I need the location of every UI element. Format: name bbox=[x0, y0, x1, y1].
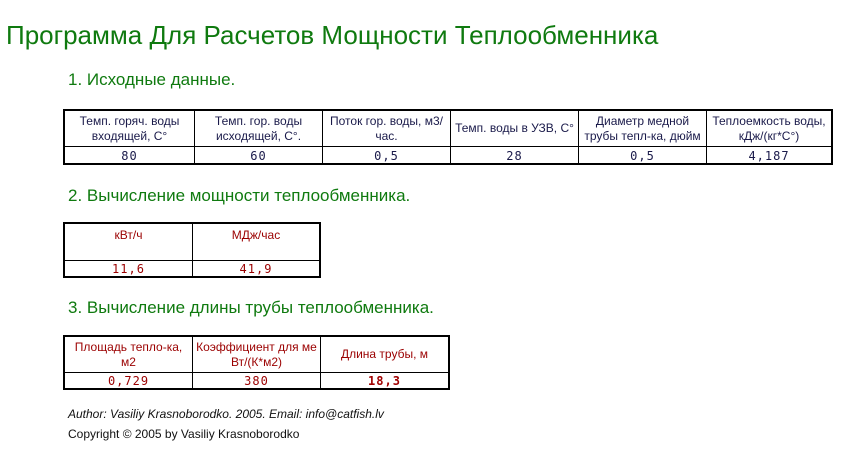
input-value-row bbox=[65, 146, 831, 164]
input-water-heat-capacity[interactable]: 4,187 bbox=[748, 148, 790, 163]
input-hot-water-flow[interactable]: 0,5 bbox=[323, 147, 451, 164]
header-water-heat-capacity: Теплоемкость воды, кДж/(кг*С°) bbox=[712, 113, 826, 143]
result-mj-per-hour: 41,9 bbox=[239, 262, 273, 276]
header-hot-water-in-temp: Темп. горяч. воды входящей, С° bbox=[65, 111, 195, 146]
input-hot-water-out-temp[interactable]: 60 bbox=[195, 147, 323, 164]
section-3-heading: 3. Вычисление длины трубы теплообменника. bbox=[68, 298, 434, 317]
result-kw-per-hour: 11,6 bbox=[65, 261, 193, 277]
input-copper-pipe-diameter[interactable]: 0,5 bbox=[579, 147, 707, 164]
copyright-line: Copyright © 2005 by Vasiliy Krasnoborodko bbox=[68, 427, 300, 441]
power-value-row bbox=[65, 260, 319, 277]
header-heat-transfer-coefficient: Коэффициент для ме Вт/(К*м2) bbox=[193, 337, 321, 372]
input-uzv-water-temp[interactable]: 28 bbox=[451, 147, 579, 164]
pipe-header-row bbox=[65, 337, 448, 372]
page-title: Программа Для Расчетов Мощности Теплообменника bbox=[6, 20, 659, 50]
header-hot-water-flow: Поток гор. воды, м3/час. bbox=[323, 111, 451, 146]
pipe-length-table bbox=[63, 335, 450, 390]
header-mj-per-hour: МДж/час bbox=[231, 228, 281, 242]
header-exchanger-area: Площадь тепло-ка, м2 bbox=[65, 337, 193, 372]
header-pipe-length: Длина трубы, м bbox=[340, 347, 429, 361]
input-header-row bbox=[65, 111, 831, 146]
pipe-value-row bbox=[65, 372, 448, 389]
section-2-heading: 2. Вычисление мощности теплообменника. bbox=[68, 186, 411, 205]
section-1-heading: 1. Исходные данные. bbox=[68, 70, 236, 89]
power-table bbox=[63, 222, 321, 278]
result-pipe-length: 18,3 bbox=[368, 374, 401, 388]
input-hot-water-in-temp[interactable]: 80 bbox=[65, 147, 195, 164]
power-header-row bbox=[65, 224, 319, 260]
result-exchanger-area: 0,729 bbox=[65, 373, 193, 389]
header-copper-pipe-diameter: Диаметр медной трубы тепл-ка, дюйм bbox=[579, 111, 707, 146]
input-data-table bbox=[63, 109, 833, 165]
header-hot-water-out-temp: Темп. гор. воды исходящей, С°. bbox=[195, 111, 323, 146]
header-kw-per-hour: кВт/ч bbox=[65, 224, 193, 260]
author-line: Author: Vasiliy Krasnoborodko. 2005. Email: info@catfish.lv bbox=[68, 407, 384, 421]
header-uzv-water-temp: Темп. воды в УЗВ, С° bbox=[451, 111, 579, 146]
input-heat-transfer-coefficient[interactable]: 380 bbox=[193, 373, 321, 389]
